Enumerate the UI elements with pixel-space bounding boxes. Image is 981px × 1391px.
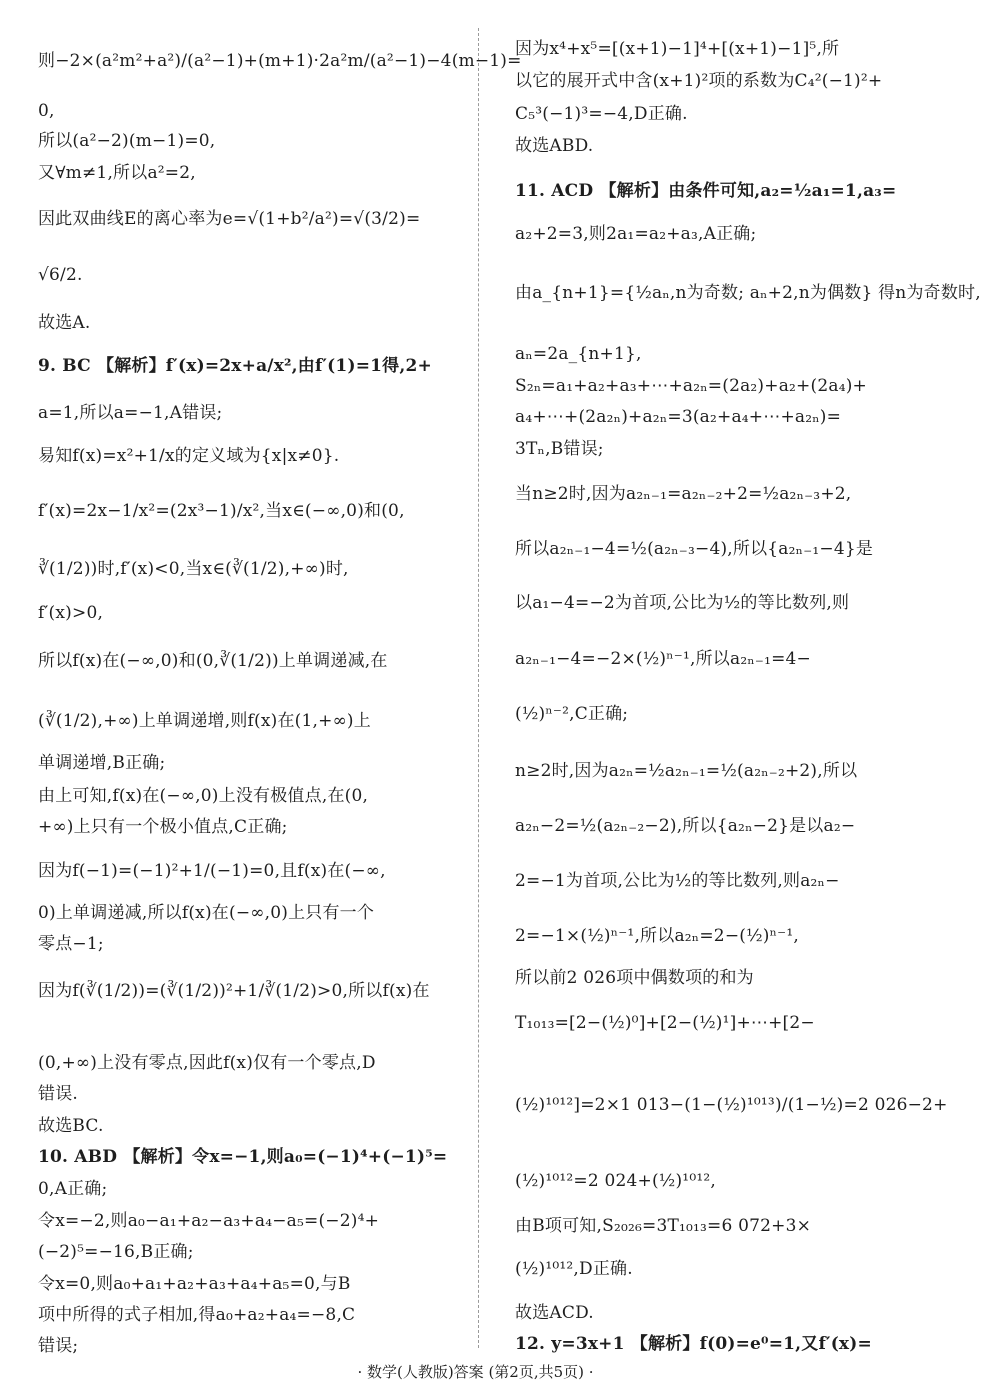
text-line: 以a₁−4=−2为首项,公比为½的等比数列,则 [515,593,850,613]
text-line: 因为f(∛(1/2))=(∛(1/2))²+1/∛(1/2)>0,所以f(x)在 [38,981,430,1001]
text-line: 由上可知,f(x)在(−∞,0)上没有极值点,在(0, [38,786,369,806]
column-divider [478,28,479,1348]
text-line: a₂+2=3,则2a₁=a₂+a₃,A正确; [515,224,757,244]
text-line: 则−2×(a²m²+a²)/(a²−1)+(m+1)·2a²m/(a²−1)−4(m−1)= [38,51,522,71]
text-line: f′(x)=2x−1/x²=(2x³−1)/x²,当x∈(−∞,0)和(0, [38,501,405,521]
text-line: a=1,所以a=−1,A错误; [38,403,223,423]
text-line: (−2)⁵=−16,B正确; [38,1242,194,1262]
text-line: 错误; [38,1336,79,1356]
text-line: f′(x)>0, [38,603,104,623]
text-line: a₂ₙ₋₁−4=−2×(½)ⁿ⁻¹,所以a₂ₙ₋₁=4− [515,649,811,669]
text-line: 当n≥2时,因为a₂ₙ₋₁=a₂ₙ₋₂+2=½a₂ₙ₋₃+2, [515,484,852,504]
text-line: 零点−1; [38,934,104,954]
text-line: S₂ₙ=a₁+a₂+a₃+⋯+a₂ₙ=(2a₂)+a₂+(2a₄)+ [515,376,867,396]
text-line: 因为x⁴+x⁵=[(x+1)−1]⁴+[(x+1)−1]⁵,所 [515,39,840,59]
text-line: +∞)上只有一个极小值点,C正确; [38,817,288,837]
text-line: 令x=−2,则a₀−a₁+a₂−a₃+a₄−a₅=(−2)⁴+ [38,1211,380,1231]
text-line: aₙ=2a_{n+1}, [515,344,642,364]
text-line: 2=−1为首项,公比为½的等比数列,则a₂ₙ− [515,871,840,891]
text-line: 11. ACD 【解析】由条件可知,a₂=½a₁=1,a₃= [515,181,897,201]
text-line: 所以(a²−2)(m−1)=0, [38,131,216,151]
text-line: 12. y=3x+1 【解析】f(0)=e⁰=1,又f′(x)= [515,1334,872,1354]
text-line: 令x=0,则a₀+a₁+a₂+a₃+a₄+a₅=0,与B [38,1274,351,1294]
text-line: (½)¹⁰¹²]=2×1 013−(1−(½)¹⁰¹³)/(1−½)=2 026−2+ [515,1095,948,1115]
text-line: 因此双曲线E的离心率为e=√(1+b²/a²)=√(3/2)= [38,209,421,229]
text-line: 所以a₂ₙ₋₁−4=½(a₂ₙ₋₃−4),所以{a₂ₙ₋₁−4}是 [515,539,874,559]
text-line: 0,A正确; [38,1179,108,1199]
text-line: 故选A. [38,313,91,333]
text-line: 3Tₙ,B错误; [515,439,604,459]
text-line: 由B项可知,S₂₀₂₆=3T₁₀₁₃=6 072+3× [515,1216,812,1236]
text-line: 又∀m≠1,所以a²=2, [38,163,196,183]
text-line: 故选ABD. [515,136,594,156]
text-line: (0,+∞)上没有零点,因此f(x)仅有一个零点,D [38,1053,376,1073]
text-line: 故选BC. [38,1116,104,1136]
text-line: 0)上单调递减,所以f(x)在(−∞,0)上只有一个 [38,903,375,923]
text-line: 以它的展开式中含(x+1)²项的系数为C₄²(−1)²+ [515,71,883,91]
text-line: 故选ACD. [515,1303,594,1323]
text-line: a₂ₙ−2=½(a₂ₙ₋₂−2),所以{a₂ₙ−2}是以a₂− [515,816,856,836]
text-line: n≥2时,因为a₂ₙ=½a₂ₙ₋₁=½(a₂ₙ₋₂+2),所以 [515,761,858,781]
text-line: 因为f(−1)=(−1)²+1/(−1)=0,且f(x)在(−∞, [38,861,386,881]
text-line: 错误. [38,1084,79,1104]
text-line: (½)ⁿ⁻²,C正确; [515,704,629,724]
text-line: √6/2. [38,265,83,285]
text-line: 9. BC 【解析】f′(x)=2x+a/x²,由f′(1)=1得,2+ [38,356,432,376]
text-line: a₄+⋯+(2a₂ₙ)+a₂ₙ=3(a₂+a₄+⋯+a₂ₙ)= [515,407,842,427]
text-line: ∛(1/2))时,f′(x)<0,当x∈(∛(1/2),+∞)时, [38,559,349,579]
text-line: 0, [38,101,55,121]
page-footer: · 数学(人教版)答案 (第2页,共5页) · [357,1363,594,1381]
text-line: 所以f(x)在(−∞,0)和(0,∛(1/2))上单调递减,在 [38,651,388,671]
text-line: C₅³(−1)³=−4,D正确. [515,104,688,124]
text-line: (½)¹⁰¹²=2 024+(½)¹⁰¹², [515,1171,716,1191]
text-line: 所以前2 026项中偶数项的和为 [515,968,754,988]
text-line: 2=−1×(½)ⁿ⁻¹,所以a₂ₙ=2−(½)ⁿ⁻¹, [515,926,799,946]
text-line: 10. ABD 【解析】令x=−1,则a₀=(−1)⁴+(−1)⁵= [38,1147,448,1167]
text-line: 易知f(x)=x²+1/x的定义域为{x|x≠0}. [38,446,340,466]
text-line: 由a_{n+1}={½aₙ,n为奇数; aₙ+2,n为偶数} 得n为奇数时, [515,283,981,303]
text-line: 单调递增,B正确; [38,753,166,773]
text-line: T₁₀₁₃=[2−(½)⁰]+[2−(½)¹]+⋯+[2− [515,1013,815,1033]
text-line: (½)¹⁰¹²,D正确. [515,1259,633,1279]
text-line: (∛(1/2),+∞)上单调递增,则f(x)在(1,+∞)上 [38,711,371,731]
text-line: 项中所得的式子相加,得a₀+a₂+a₄=−8,C [38,1305,356,1325]
